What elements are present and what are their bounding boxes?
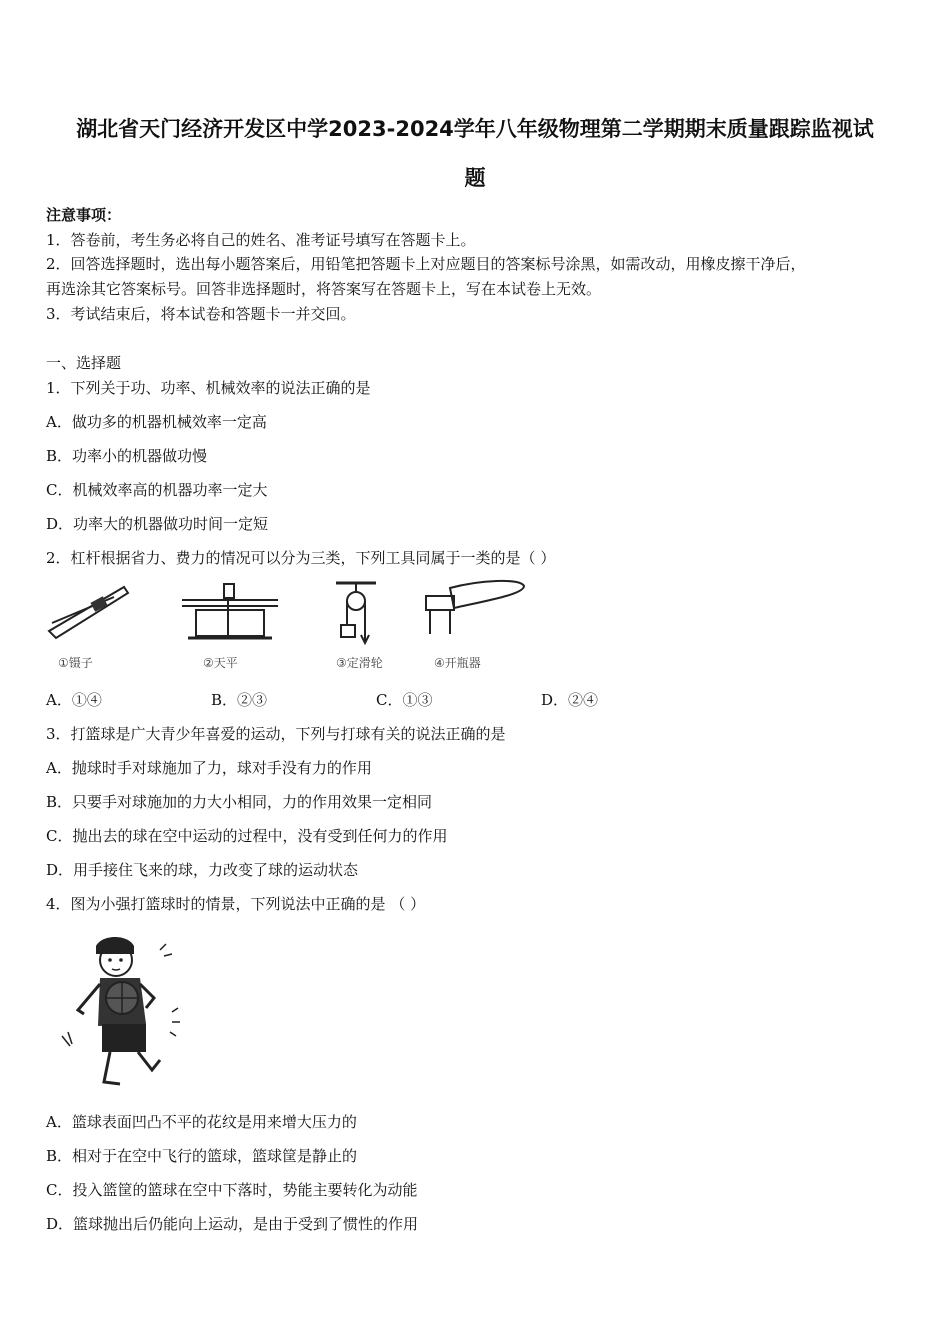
q2-option-b: B．②③ — [211, 691, 268, 709]
q4-option-d: D．篮球抛出后仍能向上运动，是由于受到了惯性的作用 — [46, 1215, 419, 1233]
q2-option-d: D．②④ — [541, 691, 599, 709]
q3-option-b: B．只要手对球施加的力大小相同，力的作用效果一定相同 — [46, 793, 433, 811]
notes-item-3: 3．考试结束后，将本试卷和答题卡一并交回。 — [46, 305, 356, 323]
notes-header: 注意事项： — [46, 206, 122, 224]
q4-option-c: C．投入篮筐的篮球在空中下落时，势能主要转化为动能 — [46, 1181, 418, 1199]
balance-figure — [178, 580, 282, 644]
notes-item-2a: 2．回答选择题时，选出每小题答案后，用铅笔把答题卡上对应题目的答案标号涂黑，如需改动，用橡皮擦干净后， — [46, 255, 806, 273]
q4-option-a: A．篮球表面凹凸不平的花纹是用来增大压力的 — [46, 1113, 357, 1131]
caption-fixed-pulley: ③定滑轮 — [336, 656, 383, 670]
doc-title-line1: 湖北省天门经济开发区中学2023-2024学年八年级物理第二学期期末质量跟踪监视试 — [76, 117, 874, 141]
q2-stem: 2．杠杆根据省力、费力的情况可以分为三类，下列工具同属于一类的是（ ） — [46, 549, 556, 567]
q4-stem: 4．图为小强打篮球时的情景，下列说法中正确的是 （ ） — [46, 895, 426, 913]
tweezers-figure — [44, 583, 130, 643]
notes-item-1: 1．答卷前，考生务必将自己的姓名、准考证号填写在答题卡上。 — [46, 231, 476, 249]
q3-option-d: D．用手接住飞来的球，力改变了球的运动状态 — [46, 861, 359, 879]
q1-option-d: D．功率大的机器做功时间一定短 — [46, 515, 269, 533]
q3-stem: 3．打篮球是广大青少年喜爱的运动，下列与打球有关的说法正确的是 — [46, 725, 506, 743]
q1-option-b: B．功率小的机器做功慢 — [46, 447, 208, 465]
fixed-pulley-figure — [334, 579, 378, 647]
section-heading: 一、选择题 — [46, 354, 122, 372]
q1-option-c: C．机械效率高的机器功率一定大 — [46, 481, 268, 499]
basketball-boy-figure — [54, 932, 188, 1092]
caption-bottle-opener: ④开瓶器 — [434, 656, 481, 670]
q3-option-a: A．抛球时手对球施加了力，球对手没有力的作用 — [46, 759, 372, 777]
doc-title-line2: 题 — [464, 166, 486, 190]
q1-option-a: A．做功多的机器机械效率一定高 — [46, 413, 267, 431]
q4-option-b: B．相对于在空中飞行的篮球，篮球筐是静止的 — [46, 1147, 358, 1165]
q1-stem: 1．下列关于功、功率、机械效率的说法正确的是 — [46, 379, 371, 397]
caption-tweezers: ①镊子 — [58, 656, 93, 670]
q3-option-c: C．抛出去的球在空中运动的过程中，没有受到任何力的作用 — [46, 827, 448, 845]
q2-option-a: A．①④ — [46, 691, 102, 709]
q2-option-c: C．①③ — [376, 691, 433, 709]
notes-item-2b: 再选涂其它答案标号。回答非选择题时，将答案写在答题卡上，写在本试卷上无效。 — [46, 280, 602, 298]
bottle-opener-figure — [420, 578, 526, 638]
caption-balance: ②天平 — [203, 656, 238, 670]
